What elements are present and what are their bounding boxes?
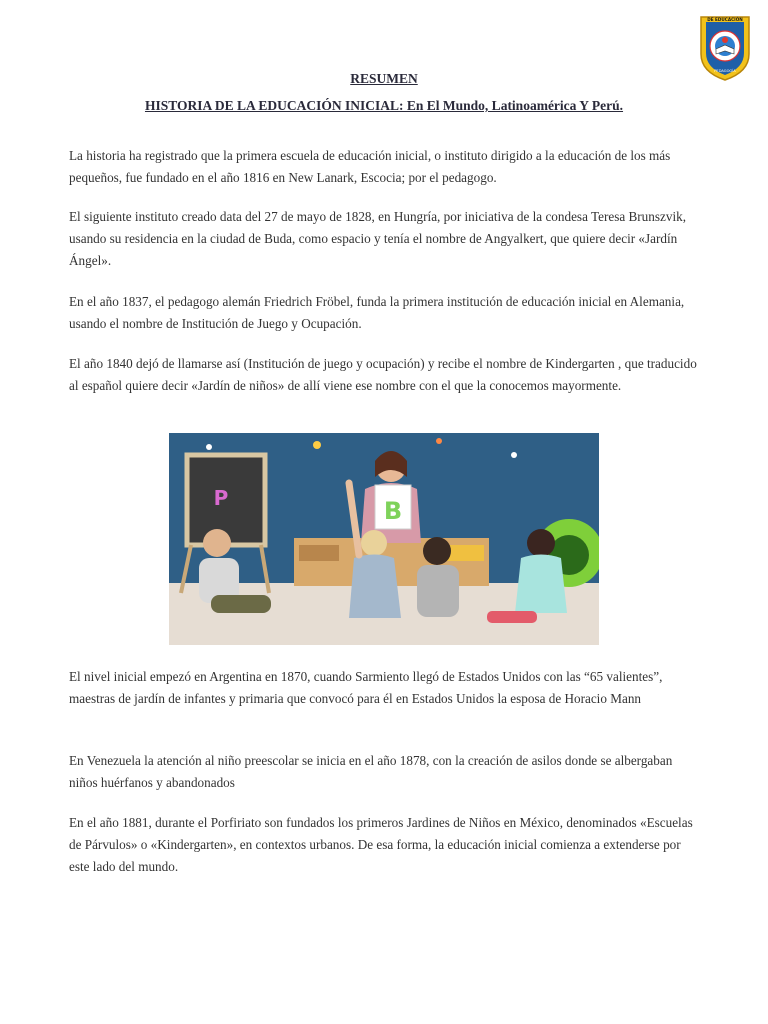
logo-ring-text-top: DE EDUCACIÓN (707, 17, 743, 22)
document-title: RESUMEN (350, 71, 418, 86)
flashcard-letter: B (383, 497, 403, 525)
paragraph: En el año 1881, durante el Porfiriato son fundados los primeros Jardines de Niños en México, denominados «Escuelas de Párvulos» o «Kindergarten», en contextos urbanos. De esa forma, la educación inicial comienza a extenderse por este lado del mundo. (69, 815, 693, 874)
board-letter: P (213, 486, 229, 510)
paragraph: En Venezuela la atención al niño preescolar se inicia en el año 1878, con la creación de asilos donde se albergaban niños huérfanos y abandonados (69, 753, 673, 790)
paragraph: La historia ha registrado que la primera escuela de educación inicial, o instituto dirigido a la educación de los más pequeños, fue fundado en el año 1816 en New Lanark, Escocia; por el pedagogo. (69, 148, 671, 185)
document-subtitle: HISTORIA DE LA EDUCACIÓN INICIAL: En El Mundo, Latinoamérica Y Perú. (144, 98, 624, 113)
paragraph: El nivel inicial empezó en Argentina en 1870, cuando Sarmiento llegó de Estados Unidos con las “65 valientes”, maestras de jardín de infantes y primaria que convocó para él en Estados Unidos la esposa de Horacio Mann (69, 669, 663, 706)
paragraph: El siguiente instituto creado data del 27 de mayo de 1828, en Hungría, por iniciativa de la condesa Teresa Brunszvik, usando su residencia en la ciudad de Buda, como espacio y tenía el nombre de Angyalkert, que quiere decir «Jardín Ángel». (69, 209, 686, 268)
logo-ring-text-bottom: PEDAGOGÍA (714, 69, 736, 73)
classroom-photo (169, 433, 599, 645)
paragraph: El año 1840 dejó de llamarse así (Institución de juego y ocupación) y recibe el nombre de Kindergarten , que traducido al español quiere decir «Jardín de niños» de allí viene ese nombre con el que la conocemos mayormente. (69, 356, 697, 393)
paragraph: En el año 1837, el pedagogo alemán Friedrich Fröbel, funda la primera institución de educación inicial en Alemania, usando el nombre de Institución de Juego y Ocupación. (69, 294, 685, 331)
